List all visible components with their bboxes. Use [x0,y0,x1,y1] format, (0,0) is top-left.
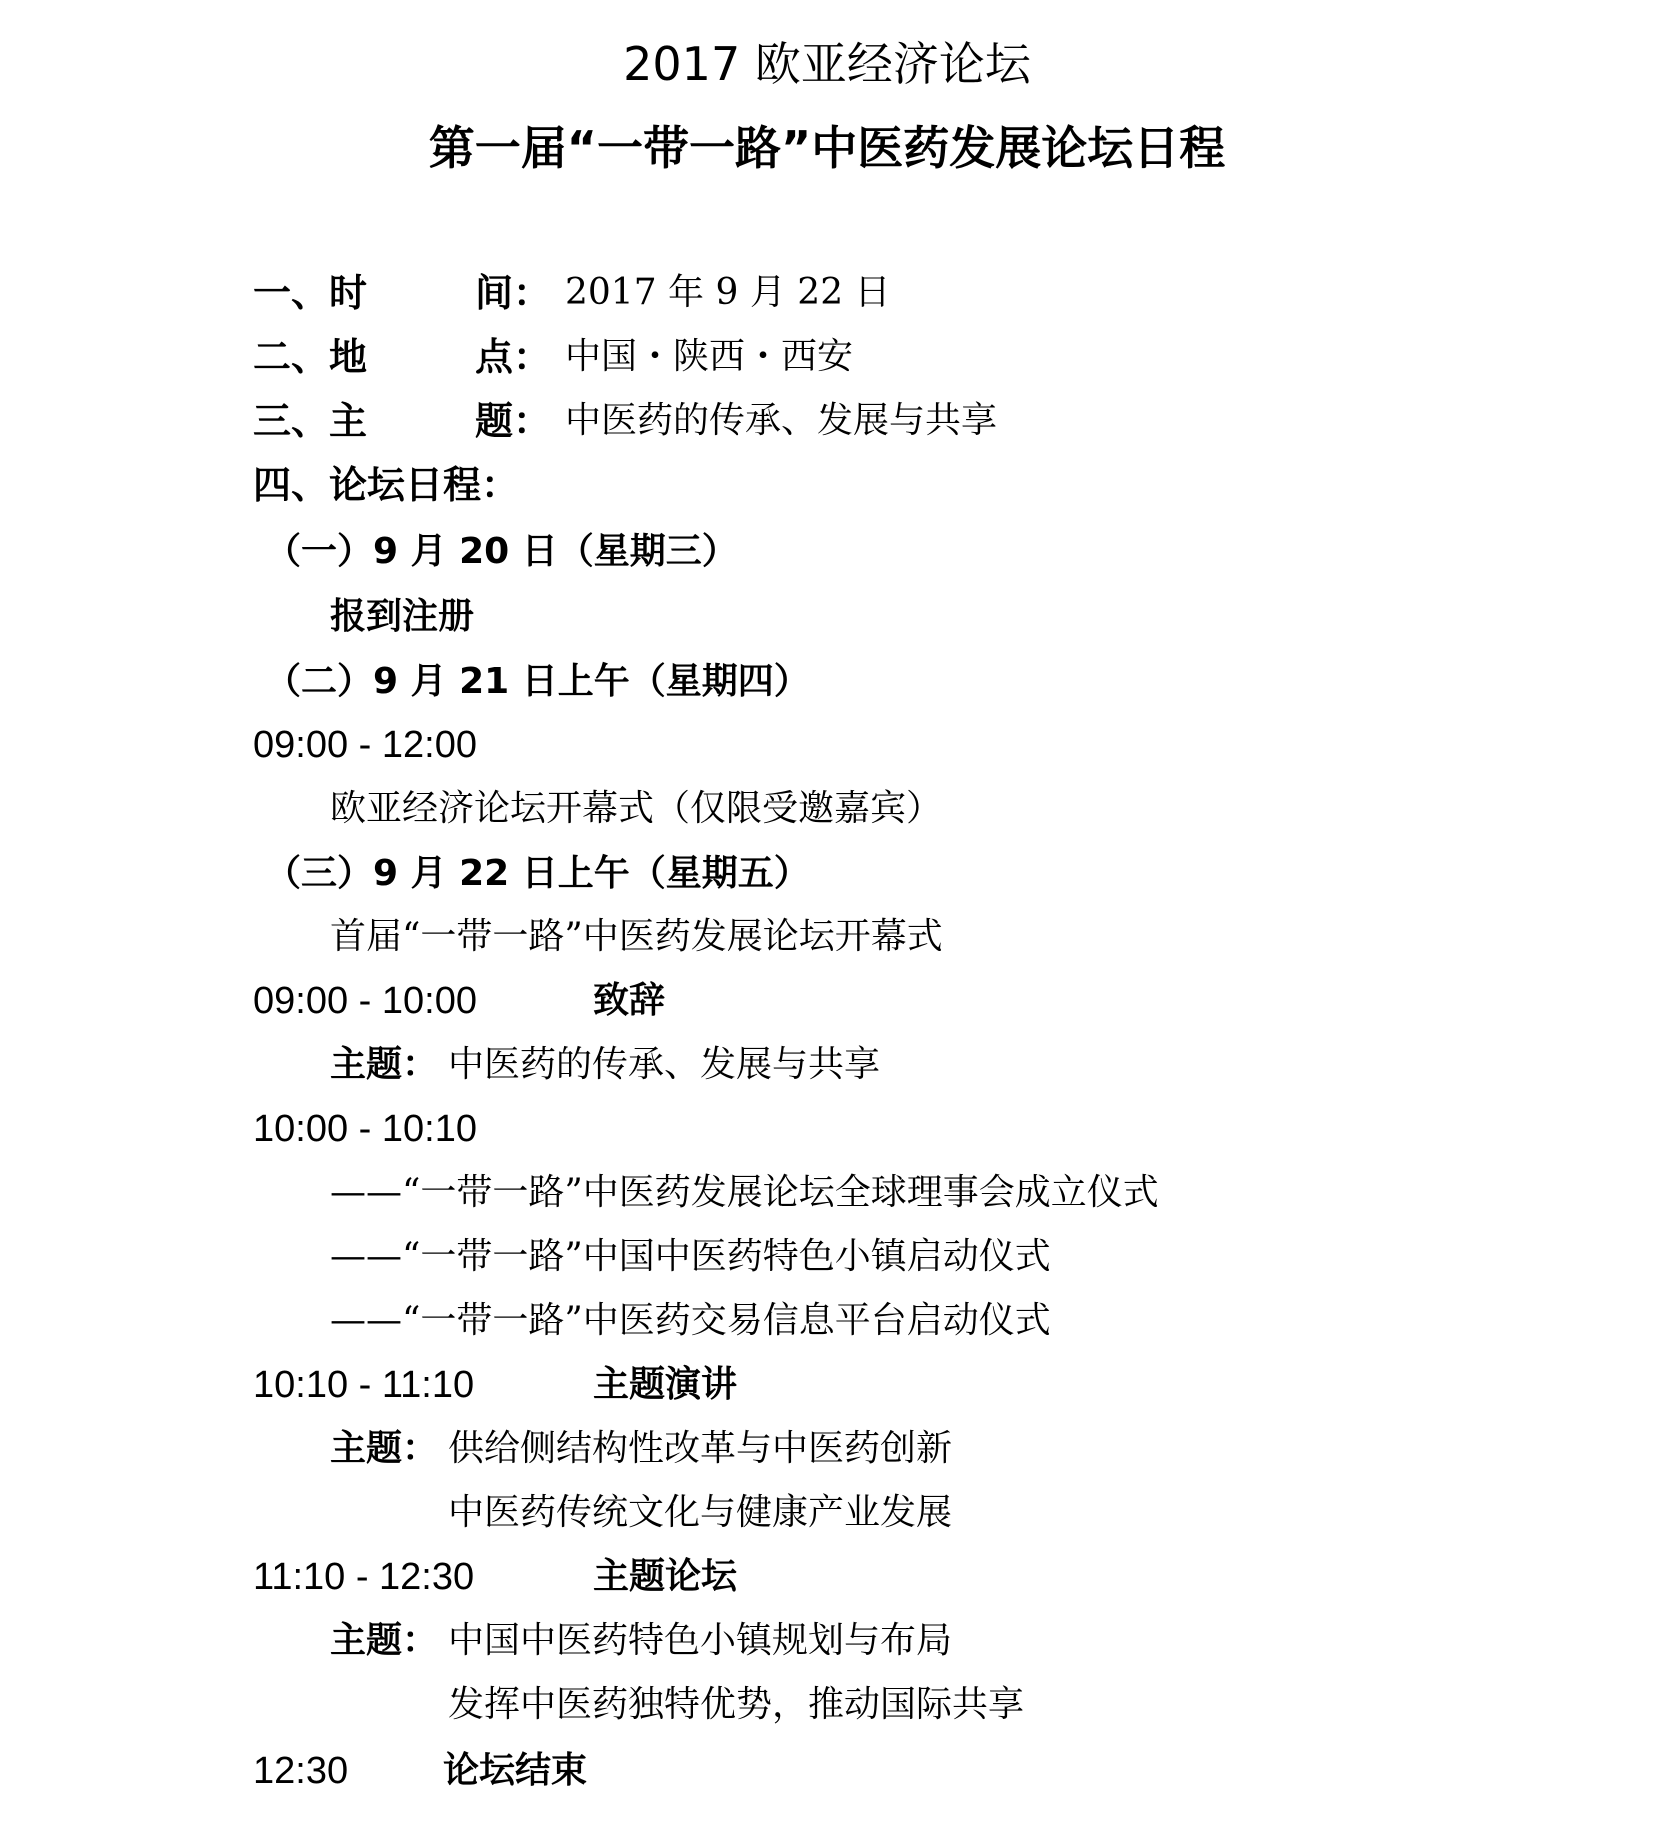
s5-title: 论坛结束 [443,1750,588,1791]
info-place [253,332,953,382]
s2-item: ——“一带一路”中医药发展论坛全球理事会成立仪式 [330,1172,1159,1213]
day2-heading: （二）9 月 21 日上午（星期四） [265,661,810,702]
s4-theme: 中国中医药特色小镇规划与布局 [448,1620,953,1661]
s3-theme-row [330,1424,1130,1474]
s4-theme: 发挥中医药独特优势，推动国际共享 [448,1684,1025,1725]
s3-theme-label: 主题： [330,1428,439,1469]
info-place-value: 中国・陕西・西安 [565,336,854,377]
info-time-value: 2017 年 9 月 22 日 [565,272,891,313]
info-theme [253,396,1053,446]
info-place-label-a: 二、地 [253,335,368,379]
day3-opening: 首届“一带一路”中医药发展论坛开幕式 [330,916,943,957]
doc-subtitle: 第一届“一带一路”中医药发展论坛日程 [428,121,1226,175]
info-theme-label-b: 题： [475,399,552,443]
s2-time: 10:00 - 10:10 [253,1108,477,1150]
s4-time: 11:10 - 12:30 [253,1556,475,1598]
s4-theme-label: 主题： [330,1620,439,1661]
s1-title: 致辞 [593,980,666,1021]
s2-item: ——“一带一路”中医药交易信息平台启动仪式 [330,1300,1051,1341]
s2-item: ——“一带一路”中国中医药特色小镇启动仪式 [330,1236,1051,1277]
day2-item: 欧亚经济论坛开幕式（仅限受邀嘉宾） [330,788,943,829]
day2-time: 09:00 - 12:00 [253,724,477,766]
s4-title: 主题论坛 [593,1556,738,1597]
info-place-label-b: 点： [475,335,552,379]
day1-heading: （一）9 月 20 日（星期三） [265,531,738,572]
s5-row [253,1746,953,1796]
s3-theme: 中医药传统文化与健康产业发展 [448,1492,953,1533]
s4-row [253,1552,953,1602]
schedule-label: 四、论坛日程： [253,463,520,507]
day1-item: 报到注册 [330,596,475,637]
s1-theme: 中医药的传承、发展与共享 [448,1044,881,1085]
s3-time: 10:10 - 11:10 [253,1364,475,1406]
s1-row [253,976,953,1026]
s1-time: 09:00 - 10:00 [253,980,477,1022]
day3-heading: （三）9 月 22 日上午（星期五） [265,853,810,894]
s3-title: 主题演讲 [593,1364,738,1405]
s1-theme-row [330,1040,1130,1090]
s5-time: 12:30 [253,1750,349,1792]
s3-row [253,1360,953,1410]
info-theme-value: 中医药的传承、发展与共享 [565,400,998,441]
info-time-label-b: 间： [475,271,552,315]
info-theme-label-a: 三、主 [253,399,368,443]
s3-theme: 供给侧结构性改革与中医药创新 [448,1428,953,1469]
s4-theme-row [330,1616,1130,1666]
info-time [253,268,953,318]
s1-theme-label: 主题： [330,1044,439,1085]
doc-title: 2017 欧亚经济论坛 [623,37,1031,91]
info-time-label-a: 一、时 [253,271,368,315]
